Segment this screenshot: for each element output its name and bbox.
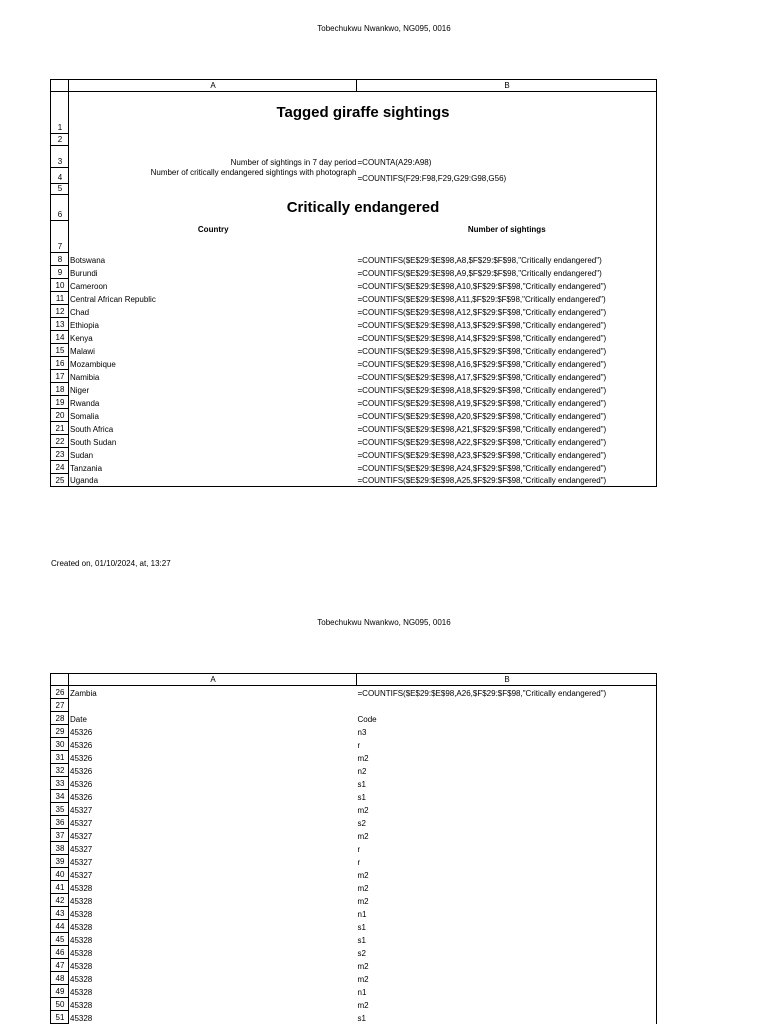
row-number[interactable]: 42 xyxy=(51,894,69,907)
cell-b[interactable]: m2 xyxy=(357,803,657,816)
cell-b[interactable]: m2 xyxy=(357,894,657,907)
cell-a[interactable]: Sudan xyxy=(70,450,94,460)
cell-a[interactable]: 45328 xyxy=(70,974,93,984)
cell-b[interactable]: =COUNTIFS($E$29:$E$98,A9,$F$29:$F$98,"Critically endangered") xyxy=(357,266,657,279)
created-footer: Created on, 01/10/2024, at, 13:27 xyxy=(51,559,171,568)
cell-a[interactable]: 45328 xyxy=(70,987,93,997)
table-row xyxy=(51,266,657,279)
row-number[interactable]: 45 xyxy=(51,933,69,946)
table-row xyxy=(51,868,657,881)
cell-b[interactable]: =COUNTIFS($E$29:$E$98,A25,$F$29:$F$98,"Critically endangered") xyxy=(357,474,657,487)
row-number[interactable]: 10 xyxy=(51,279,69,292)
cell-a[interactable]: Burundi xyxy=(70,268,98,278)
table-row xyxy=(51,855,657,868)
cell-b[interactable]: s1 xyxy=(357,777,657,790)
cell-b[interactable]: =COUNTIFS($E$29:$E$98,A19,$F$29:$F$98,"Critically endangered") xyxy=(357,396,657,409)
row-number[interactable]: 29 xyxy=(51,725,69,738)
table-row xyxy=(51,894,657,907)
table-row xyxy=(51,422,657,435)
cell-a[interactable]: Tanzania xyxy=(70,463,103,473)
sheet-page-1 xyxy=(50,79,656,487)
cell-b[interactable]: s1 xyxy=(357,790,657,803)
cell-b[interactable]: m2 xyxy=(357,998,657,1011)
table-row xyxy=(51,907,657,920)
row-number[interactable]: 40 xyxy=(51,868,69,881)
cell-a[interactable]: Uganda xyxy=(69,474,357,487)
cell-a[interactable]: 45327 xyxy=(70,818,93,828)
row-number[interactable]: 6 xyxy=(51,195,69,221)
cell-a[interactable]: Rwanda xyxy=(70,398,100,408)
cell-b[interactable]: n1 xyxy=(357,985,657,998)
cell-b[interactable]: n2 xyxy=(357,764,657,777)
table-row xyxy=(51,383,657,396)
row-number[interactable]: 9 xyxy=(51,266,69,279)
row-number[interactable]: 50 xyxy=(51,998,69,1011)
cell-b[interactable]: =COUNTIFS($E$29:$E$98,A17,$F$29:$F$98,"Critically endangered") xyxy=(357,370,657,383)
row-number[interactable]: 37 xyxy=(51,829,69,842)
cell-a[interactable]: 45327 xyxy=(70,805,93,815)
table-row xyxy=(51,985,657,998)
cell-a[interactable]: Somalia xyxy=(70,411,99,421)
table-row xyxy=(51,803,657,816)
table-row xyxy=(51,829,657,842)
row-number[interactable]: 30 xyxy=(51,738,69,751)
table-row xyxy=(51,253,657,266)
cell-b[interactable]: =COUNTIFS($E$29:$E$98,A26,$F$29:$F$98,"Critically endangered") xyxy=(357,686,657,699)
table-row xyxy=(51,725,657,738)
row-number[interactable]: 13 xyxy=(51,318,69,331)
cell-b[interactable]: =COUNTIFS($E$29:$E$98,A16,$F$29:$F$98,"Critically endangered") xyxy=(357,357,657,370)
cell-b[interactable]: n1 xyxy=(357,907,657,920)
cell-a2[interactable] xyxy=(69,134,357,146)
row-number[interactable]: 7 xyxy=(51,221,69,253)
cell-a[interactable]: Cameroon xyxy=(70,281,108,291)
cell-b[interactable]: Code xyxy=(357,712,657,725)
cell-a[interactable]: 45328 xyxy=(70,961,93,971)
cell-a[interactable]: 45327 xyxy=(70,844,93,854)
cell-b[interactable]: s2 xyxy=(357,816,657,829)
cell-a[interactable]: Chad xyxy=(70,307,90,317)
row-number[interactable]: 32 xyxy=(51,764,69,777)
cell-b[interactable]: =COUNTIFS($E$29:$E$98,A24,$F$29:$F$98,"Critically endangered") xyxy=(357,461,657,474)
cell-a[interactable]: Ethiopia xyxy=(70,320,99,330)
cell-a[interactable]: 45326 xyxy=(70,766,93,776)
row-number[interactable]: 35 xyxy=(51,803,69,816)
table-row xyxy=(51,331,657,344)
row-number[interactable]: 14 xyxy=(51,331,69,344)
row-number[interactable]: 15 xyxy=(51,344,69,357)
cell-b[interactable]: m2 xyxy=(357,829,657,842)
table-row xyxy=(51,1011,657,1024)
column-label-sightings[interactable]: Number of sightings xyxy=(357,221,657,253)
row-number[interactable]: 51 xyxy=(51,1011,69,1024)
column-label-country[interactable]: Country xyxy=(197,224,229,234)
table-row xyxy=(51,461,657,474)
row-number[interactable]: 3 xyxy=(51,146,69,168)
row-number[interactable]: 2 xyxy=(51,134,69,146)
table-row xyxy=(51,881,657,894)
table-row xyxy=(51,409,657,422)
row-number[interactable]: 49 xyxy=(51,985,69,998)
section-subtitle: Critically endangered xyxy=(286,198,440,216)
column-header-b[interactable]: B xyxy=(357,674,657,686)
table-row xyxy=(51,292,657,305)
corner-cell xyxy=(51,80,69,92)
table-row xyxy=(51,842,657,855)
row-number[interactable]: 34 xyxy=(51,790,69,803)
cell-b[interactable]: =COUNTIFS($E$29:$E$98,A11,$F$29:$F$98,"Critically endangered") xyxy=(357,292,657,305)
summary-formula[interactable]: =COUNTA(A29:A98) xyxy=(357,146,657,168)
cell-a[interactable]: Kenya xyxy=(70,333,93,343)
cell-a[interactable]: 45328 xyxy=(70,883,93,893)
row-number[interactable]: 8 xyxy=(51,253,69,266)
corner-cell xyxy=(51,674,69,686)
cell-a[interactable]: Mozambique xyxy=(70,359,116,369)
row-number[interactable]: 21 xyxy=(51,422,69,435)
table-row xyxy=(51,933,657,946)
cell-b[interactable] xyxy=(357,699,657,712)
row-number[interactable]: 19 xyxy=(51,396,69,409)
summary-label[interactable]: Number of critically endangered sightings with photograph xyxy=(150,167,357,177)
row-number[interactable]: 1 xyxy=(51,92,69,134)
table-row xyxy=(51,435,657,448)
row-number[interactable]: 23 xyxy=(51,448,69,461)
table-row xyxy=(51,448,657,461)
cell-a[interactable]: South Africa xyxy=(70,424,114,434)
row-number[interactable]: 43 xyxy=(51,907,69,920)
row-number[interactable]: 31 xyxy=(51,751,69,764)
row-number[interactable]: 25 xyxy=(51,474,69,487)
table-row xyxy=(51,738,657,751)
cell-a[interactable]: Niger xyxy=(70,385,90,395)
row-number[interactable]: 39 xyxy=(51,855,69,868)
table-row xyxy=(51,920,657,933)
cell-b[interactable]: s1 xyxy=(357,920,657,933)
cell-b[interactable]: =COUNTIFS($E$29:$E$98,A8,$F$29:$F$98,"Critically endangered") xyxy=(357,253,657,266)
cell-b[interactable]: s1 xyxy=(357,933,657,946)
row-number[interactable]: 12 xyxy=(51,305,69,318)
row-number[interactable]: 22 xyxy=(51,435,69,448)
row-number[interactable]: 38 xyxy=(51,842,69,855)
cell-a[interactable]: 45328 xyxy=(70,935,93,945)
cell-a[interactable]: 45328 xyxy=(70,896,93,906)
cell-a[interactable]: 45327 xyxy=(70,831,93,841)
table-row xyxy=(51,751,657,764)
cell-b[interactable]: s2 xyxy=(357,946,657,959)
cell-b[interactable]: r xyxy=(357,842,657,855)
cell-b[interactable]: =COUNTIFS($E$29:$E$98,A20,$F$29:$F$98,"Critically endangered") xyxy=(357,409,657,422)
cell-b[interactable]: m2 xyxy=(357,751,657,764)
row-number[interactable]: 48 xyxy=(51,972,69,985)
cell-a[interactable]: Zambia xyxy=(70,688,97,698)
row-number[interactable]: 20 xyxy=(51,409,69,422)
table-row xyxy=(51,370,657,383)
cell-a[interactable]: Malawi xyxy=(70,346,95,356)
subtitle-cell[interactable] xyxy=(69,195,657,221)
cell-a[interactable]: 45328 xyxy=(70,948,93,958)
cell-a[interactable]: Namibia xyxy=(70,372,100,382)
table-row xyxy=(51,396,657,409)
cell-a[interactable]: 45326 xyxy=(70,727,93,737)
cell-a[interactable]: 45326 xyxy=(70,792,93,802)
table-row xyxy=(51,972,657,985)
cell-a[interactable]: Central African Republic xyxy=(70,294,156,304)
cell-b[interactable]: n3 xyxy=(357,725,657,738)
row-number[interactable]: 46 xyxy=(51,946,69,959)
cell-b[interactable]: =COUNTIFS($E$29:$E$98,A12,$F$29:$F$98,"Critically endangered") xyxy=(357,305,657,318)
sheet-page-2 xyxy=(50,673,656,1024)
cell-a[interactable]: 45326 xyxy=(70,740,93,750)
table-row xyxy=(51,474,657,487)
cell-b[interactable]: =COUNTIFS($E$29:$E$98,A23,$F$29:$F$98,"Critically endangered") xyxy=(357,448,657,461)
page-header: Tobechukwu Nwankwo, NG095, 0016 xyxy=(317,24,451,33)
cell-a[interactable]: 45328 xyxy=(70,1000,93,1010)
row-number[interactable]: 18 xyxy=(51,383,69,396)
table-row xyxy=(51,790,657,803)
table-row xyxy=(51,959,657,972)
cell-b[interactable]: r xyxy=(357,855,657,868)
cell-b[interactable]: =COUNTIFS($E$29:$E$98,A18,$F$29:$F$98,"Critically endangered") xyxy=(357,383,657,396)
row-number[interactable]: 41 xyxy=(51,881,69,894)
table-row xyxy=(51,357,657,370)
cell-b[interactable]: r xyxy=(357,738,657,751)
table-row xyxy=(51,305,657,318)
cell-b[interactable]: =COUNTIFS($E$29:$E$98,A13,$F$29:$F$98,"Critically endangered") xyxy=(357,318,657,331)
cell-a[interactable]: Botswana xyxy=(70,255,106,265)
row-number[interactable]: 36 xyxy=(51,816,69,829)
cell-a[interactable]: 45327 xyxy=(70,857,93,867)
column-header-b[interactable]: B xyxy=(357,80,657,92)
cell-b5[interactable] xyxy=(357,184,657,195)
cell-b[interactable]: =COUNTIFS($E$29:$E$98,A14,$F$29:$F$98,"Critically endangered") xyxy=(357,331,657,344)
cell-b[interactable]: m2 xyxy=(357,972,657,985)
row-number[interactable]: 4 xyxy=(51,168,69,184)
cell-b2[interactable] xyxy=(357,134,657,146)
row-number[interactable]: 16 xyxy=(51,357,69,370)
cell-b[interactable]: m2 xyxy=(357,959,657,972)
cell-a[interactable]: 45327 xyxy=(70,870,93,880)
sheet-title-cell[interactable] xyxy=(69,92,657,134)
table-row xyxy=(51,318,657,331)
cell-b[interactable]: =COUNTIFS($E$29:$E$98,A15,$F$29:$F$98,"Critically endangered") xyxy=(357,344,657,357)
cell-b[interactable]: m2 xyxy=(357,868,657,881)
table-row xyxy=(51,946,657,959)
row-number[interactable]: 47 xyxy=(51,959,69,972)
table-row xyxy=(51,344,657,357)
cell-b[interactable]: =COUNTIFS($E$29:$E$98,A10,$F$29:$F$98,"Critically endangered") xyxy=(357,279,657,292)
table-row xyxy=(51,712,657,725)
column-header-a[interactable]: A xyxy=(69,674,357,686)
page-header-2: Tobechukwu Nwankwo, NG095, 0016 xyxy=(317,618,451,627)
row-number[interactable]: 24 xyxy=(51,461,69,474)
row-number[interactable]: 27 xyxy=(51,699,69,712)
cell-b[interactable]: =COUNTIFS($E$29:$E$98,A22,$F$29:$F$98,"Critically endangered") xyxy=(357,435,657,448)
row-number[interactable]: 17 xyxy=(51,370,69,383)
row-number[interactable]: 28 xyxy=(51,712,69,725)
cell-b[interactable]: s1 xyxy=(357,1011,657,1024)
cell-a[interactable]: South Sudan xyxy=(70,437,117,447)
cell-a[interactable]: 45328 xyxy=(70,1013,93,1023)
table-row xyxy=(51,686,657,699)
cell-b[interactable]: =COUNTIFS($E$29:$E$98,A21,$F$29:$F$98,"Critically endangered") xyxy=(357,422,657,435)
row-number[interactable]: 26 xyxy=(51,686,69,699)
summary-formula[interactable]: =COUNTIFS(F29:F98,F29,G29:G98,G56) xyxy=(357,168,657,184)
table-row xyxy=(51,764,657,777)
cell-a[interactable]: Date xyxy=(70,714,87,724)
table-row xyxy=(51,777,657,790)
table-row xyxy=(51,279,657,292)
table-row xyxy=(51,699,657,712)
cell-a[interactable]: 45326 xyxy=(70,753,93,763)
row-number[interactable]: 33 xyxy=(51,777,69,790)
sheet-title: Tagged giraffe sightings xyxy=(276,103,450,121)
table-row xyxy=(51,816,657,829)
summary-label[interactable]: Number of sightings in 7 day period xyxy=(230,157,357,167)
cell-a[interactable]: 45328 xyxy=(70,909,93,919)
row-number[interactable]: 5 xyxy=(51,184,69,195)
cell-a5[interactable] xyxy=(69,184,357,195)
cell-b[interactable]: m2 xyxy=(357,881,657,894)
row-number[interactable]: 44 xyxy=(51,920,69,933)
table-row xyxy=(51,998,657,1011)
row-number[interactable]: 11 xyxy=(51,292,69,305)
column-header-a[interactable]: A xyxy=(69,80,357,92)
cell-a[interactable] xyxy=(69,699,357,712)
cell-a[interactable]: 45326 xyxy=(70,779,93,789)
cell-a[interactable]: 45328 xyxy=(70,922,93,932)
